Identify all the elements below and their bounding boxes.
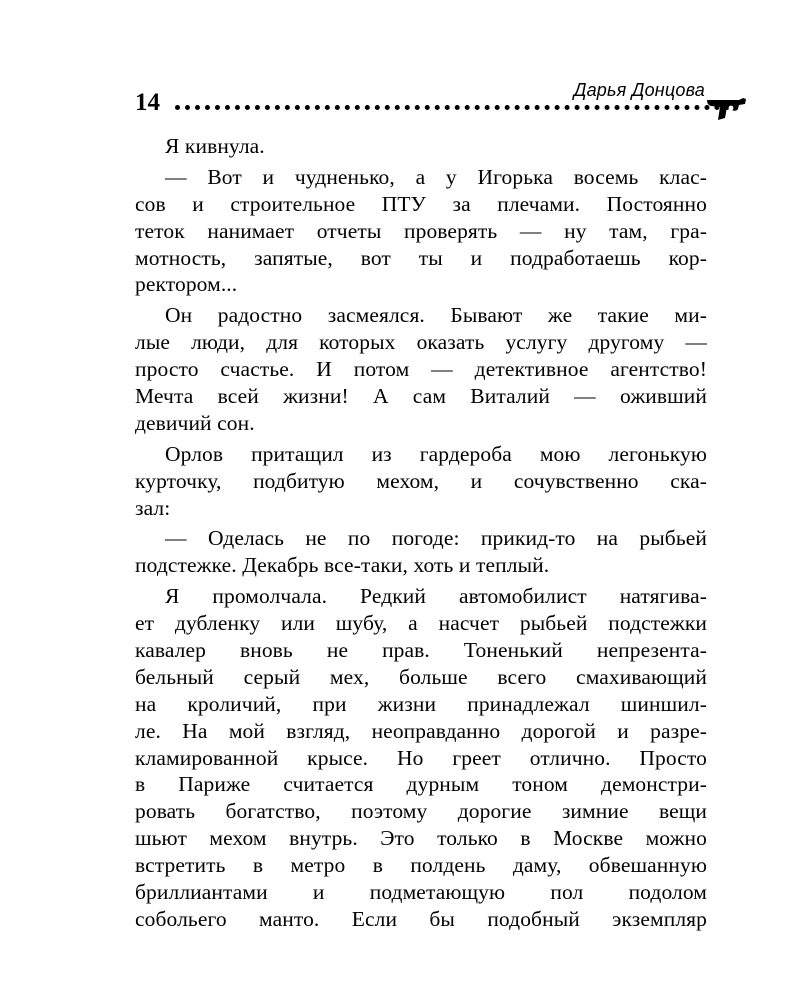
text-line: ле. На мой взгляд, неоправданно дорогой и разре- xyxy=(135,718,707,743)
text-line: Я кивнула. xyxy=(165,134,265,158)
text-line: Мечта всей жизни! А сам Виталий — оживший xyxy=(135,384,707,409)
text-line: подстежке. Декабрь все-таки, хоть и теплый. xyxy=(135,553,550,578)
text-line: лые люди, для которых оказать услугу другому — xyxy=(135,330,707,355)
text-line: собольего манто. Если бы подобный экземпляр xyxy=(135,906,707,931)
text-line: Я промолчала. Редкий автомобилист натягива- xyxy=(165,584,707,609)
text-line: ректором... xyxy=(135,272,238,297)
text-line: теток нанимает отчеты проверять — ну там, гра- xyxy=(135,218,707,243)
text-line: ровать богатство, поэтому дорогие зимние вещи xyxy=(135,799,707,824)
dotted-rule xyxy=(175,105,730,110)
text-line: кавалер вновь не прав. Тоненький непрезента- xyxy=(135,638,707,663)
page-number: 14 xyxy=(135,89,160,116)
text-line: девичий сон. xyxy=(135,410,255,435)
text-line: — Оделась не по погоде: прикид-то на рыбьей xyxy=(165,526,707,551)
text-line: — Вот и чудненько, а у Игорька восемь клас- xyxy=(165,164,707,189)
text-line: зал: xyxy=(135,495,171,520)
text-line: курточку, подбитую мехом, и сочувственно ска- xyxy=(135,468,707,493)
text-line: мотность, запятые, вот ты и подработаешь кор- xyxy=(135,245,707,270)
text-line: кламированной крысе. Но греет отлично. Просто xyxy=(135,745,707,770)
text-line: Он радостно засмеялся. Бывают же такие ми- xyxy=(165,303,707,328)
text-line: в Париже считается дурным тоном демонстри- xyxy=(135,772,707,797)
text-line: шьют мехом внутрь. Это только в Москве можно xyxy=(135,826,707,851)
text-line: бриллиантами и подметающую пол подолом xyxy=(135,880,707,905)
text-line: встретить в метро в полдень даму, обвешанную xyxy=(135,853,707,878)
text-line: сов и строительное ПТУ за плечами. Постоянно xyxy=(135,191,707,216)
text-line: на кроличий, при жизни принадлежал шиншил- xyxy=(135,691,707,716)
text-line: Орлов притащил из гардероба мою легонькую xyxy=(165,441,707,466)
author-name: Дарья Донцова xyxy=(573,80,705,100)
running-header xyxy=(135,78,735,128)
body-text xyxy=(135,133,707,933)
text-line: бельный серый мех, больше всего смахивающий xyxy=(135,664,707,689)
pistol-icon xyxy=(705,96,747,122)
text-line: ет дубленку или шубу, а насчет рыбьей подстежки xyxy=(135,611,707,636)
text-line: просто счастье. И потом — детективное агентство! xyxy=(135,357,707,382)
